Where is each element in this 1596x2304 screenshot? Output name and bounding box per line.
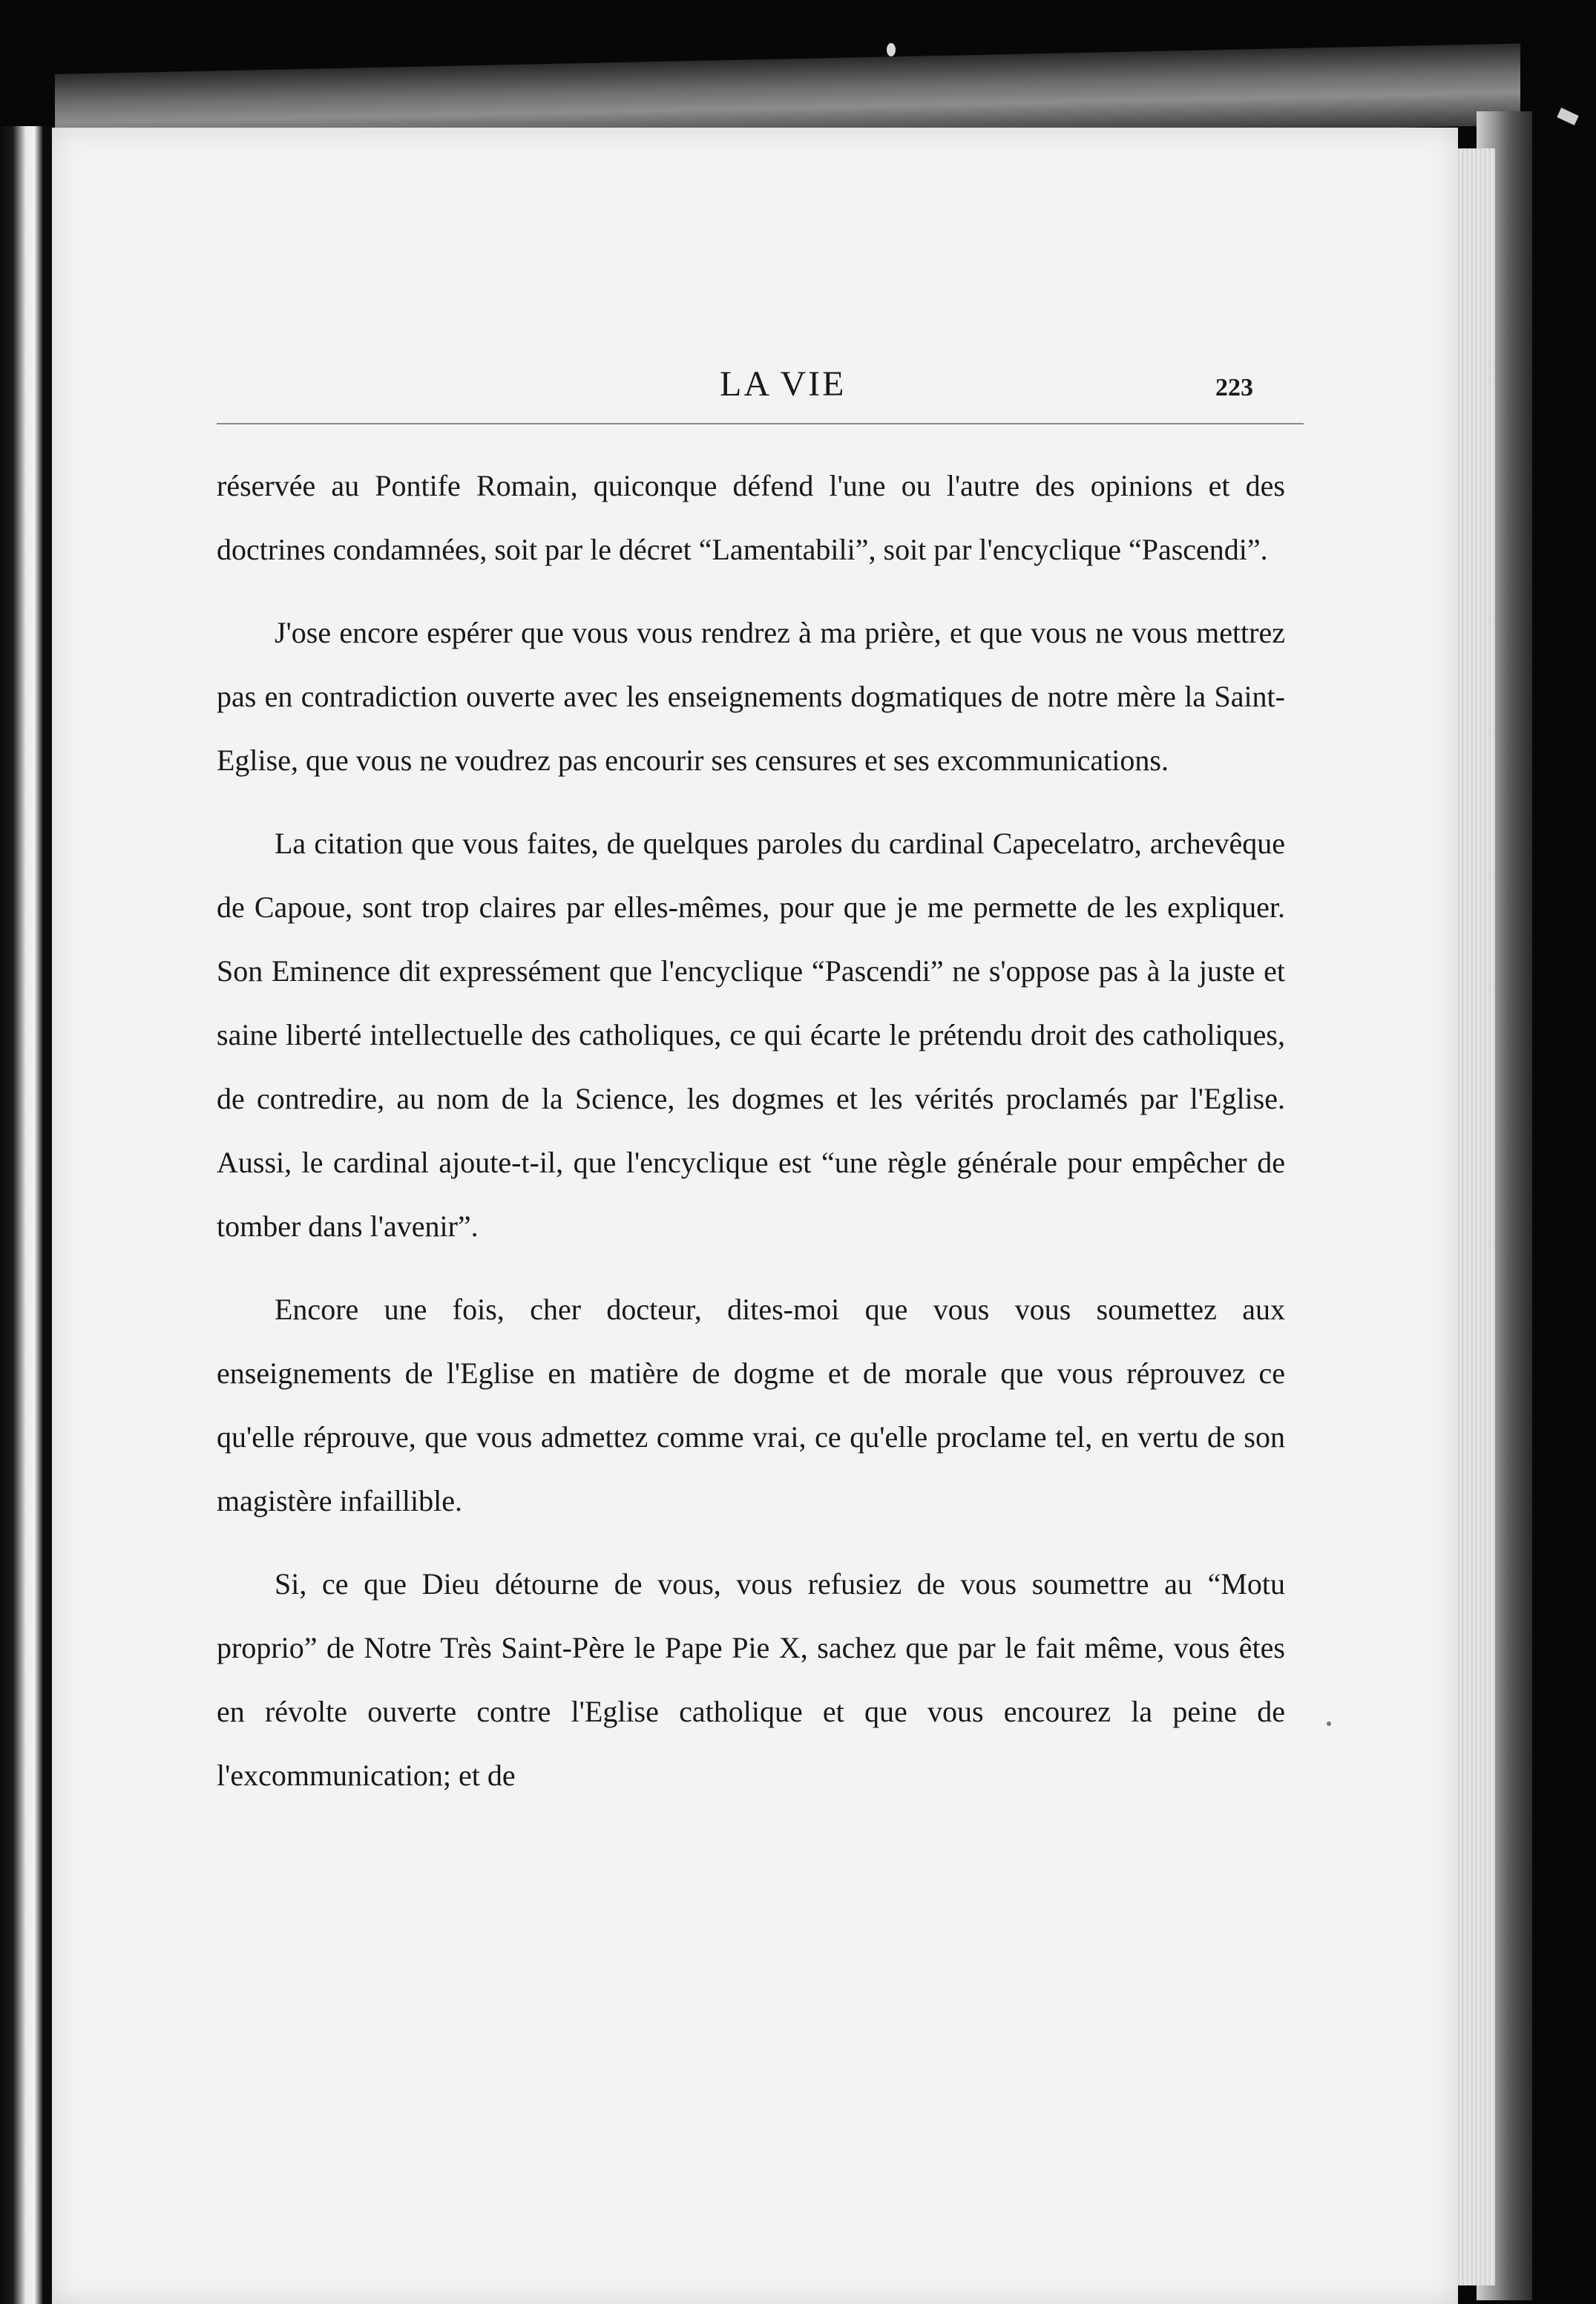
paragraph: La citation que vous faites, de quelques paroles du cardinal Capecelatro, archevêque de Capoue, sont trop claires par elles-mêmes, pour que je me permette de les expliquer. Son Eminence dit expressément que l'encyclique “Pascendi” ne s'oppose pas à la juste et saine liberté intellectuelle des catholiques, ce qui écarte le prétendu droit des catholiques, de contredire, au nom de la Science, les dogmes et les vérités proclamés par l'Eglise. Aussi, le cardinal ajoute-t-il, que l'encyclique est “une règle générale pour empêcher de tomber dans l'avenir”.	[217, 827, 1285, 1243]
margin-speck	[1327, 1722, 1331, 1726]
paragraph: Si, ce que Dieu détourne de vous, vous refusiez de vous soumettre au “Motu proprio” de Notre Très Saint-Père le Pape Pie X, sachez que par le fait même, vous êtes en révolte ouverte contre l'Eglise catholique et que vous encourez la peine de l'excommunication; et de	[217, 1567, 1285, 1792]
book-page	[52, 128, 1458, 2304]
page-number: 223	[1215, 374, 1253, 401]
paragraph: réservée au Pontife Romain, quiconque défend l'une ou l'autre des opinions et des doctrines condamnées, soit par le décret “Lamentabili”, soit par l'encyclique “Pascendi”.	[217, 469, 1285, 566]
body-text	[217, 454, 1285, 1808]
header-rule	[217, 423, 1304, 424]
scan-speck	[887, 43, 896, 56]
paragraph: Encore une fois, cher docteur, dites-moi que vous vous soumettez aux enseignements de l'Eglise en matière de dogme et de morale que vous réprouvez ce qu'elle réprouve, que vous admettez comme vrai, ce qu'elle proclame tel, en vertu de son magistère infaillible.	[217, 1293, 1285, 1517]
page-content	[52, 128, 1458, 2304]
previous-page-edge	[0, 126, 43, 2304]
paragraph: J'ose encore espérer que vous vous rendrez à ma prière, et que vous ne vous mettrez pas en contradiction ouverte avec les enseignements dogmatiques de notre mère la Saint-Eglise, que vous ne voudrez pas encourir ses censures et ses excommunications.	[217, 616, 1285, 777]
running-title: LA VIE	[720, 364, 847, 404]
